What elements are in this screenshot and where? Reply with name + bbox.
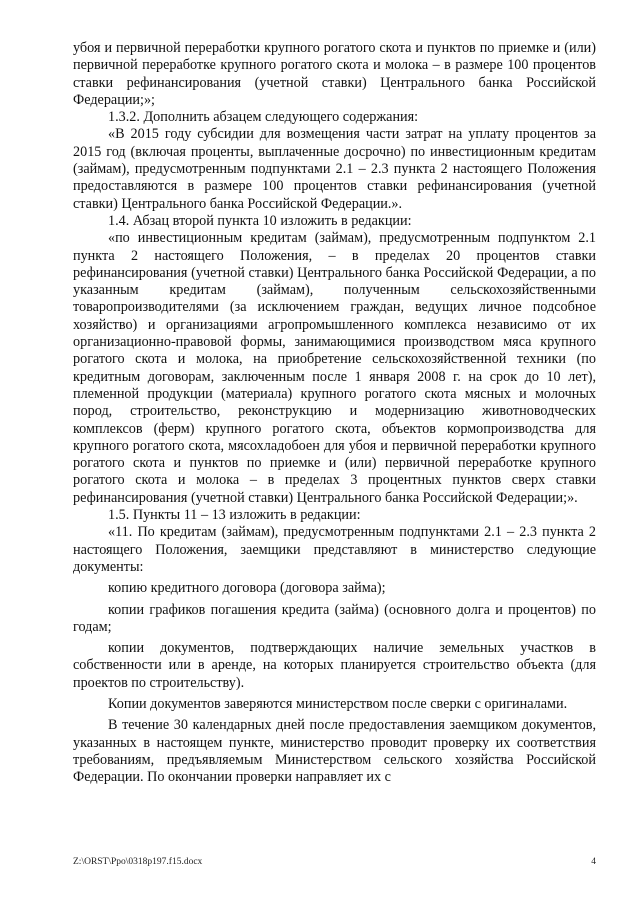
paragraph-30-days-check: В течение 30 календарных дней после предоставления заемщиком документов, указанных в настоящем пункте, министерство проводит проверку их соответствия требованиям, предъявляемым Министерством сельского хозяйства Российской Федерации. По окончании проверки направляет их с xyxy=(73,717,596,786)
paragraph-item-1-4: 1.4. Абзац второй пункта 10 изложить в редакции: xyxy=(108,212,412,229)
paragraph-list-credit-agreement: копию кредитного договора (договора займа); xyxy=(108,580,386,597)
page-footer xyxy=(73,855,596,869)
paragraph-item-1-3-2: 1.3.2. Дополнить абзацем следующего содержания: xyxy=(108,109,419,126)
paragraph-quote-investment-credits: «по инвестиционным кредитам (займам), предусмотренным подпунктом 2.1 пункта 2 настоящего Положения, – в пределах 20 процентов ставки рефинансирования (учетной ставки) Центрального банка Российской Федерации, а по указанным кредитам (займам), полученным сельскохозяйственными товаропроизводителями (за исключением граждан, ведущих личное подсобное хозяйство) и организациями агропромышленного комплекса независимо от их организационно-правовой формы, занимающимися производством мяса крупного рогатого скота и молока, на приобретение сельскохозяйственной техники (по кредитным договорам, заключенным после 1 января 2008 г. на срок до 10 лет), племенной продукции (материала) крупного рогатого скота мясных и молочных пород, строительство, реконструкцию и модернизацию животноводческих комплексов (ферм) крупного рогатого скота, объектов кормопроизводства для крупного рогатого скота, мясохладобоен для убоя и первичной переработки крупного рогатого скота и пунктов по приемке и (или) первичной переработке крупного рогатого скота и молока – в пределах 3 процентных пунктов сверх ставки рефинансирования (учетной ставки) Центрального банка Российской Федерации;». xyxy=(73,230,596,506)
paragraph-list-repayment-schedules: копии графиков погашения кредита (займа) (основного долга и процентов) по годам; xyxy=(73,601,596,635)
paragraph-copies-certified: Копии документов заверяются министерством после сверки с оригиналами. xyxy=(108,695,568,712)
document-body xyxy=(73,40,596,786)
paragraph-quote-2015-subsidies: «В 2015 году субсидии для возмещения части затрат на уплату процентов за 2015 год (включая проценты, выплаченные досрочно) по инвестиционным кредитам (займам), предусмотренным подпунктами 2.1 – 2.3 пункта 2 настоящего Положения предоставляются в размере 100 процентов ставки рефинансирования (учетной ставки) Центрального банка Российской Федерации.». xyxy=(73,126,596,212)
paragraph-list-land-documents: копии документов, подтверждающих наличие земельных участков в собственности или в аренде, на которых планируется строительство объекта (для проектов по строительству). xyxy=(73,640,596,691)
paragraph-item-1-5: 1.5. Пункты 11 – 13 изложить в редакции: xyxy=(108,507,361,524)
file-path: Z:\ORST\Ppo\0318p197.f15.docx xyxy=(73,857,203,867)
page-number: 4 xyxy=(591,857,596,867)
paragraph-point-11: «11. По кредитам (займам), предусмотренным подпунктами 2.1 – 2.3 пункта 2 настоящего Положения, заемщики представляют в министерство следующие документы: xyxy=(73,524,596,575)
paragraph-continuation: убоя и первичной переработки крупного рогатого скота и пунктов по приемке и (или) первичной переработке крупного рогатого скота и молока – в размере 100 процентов ставки рефинансирования (учетной ставки) Центрального банка Российской Федерации;»; xyxy=(73,40,596,108)
